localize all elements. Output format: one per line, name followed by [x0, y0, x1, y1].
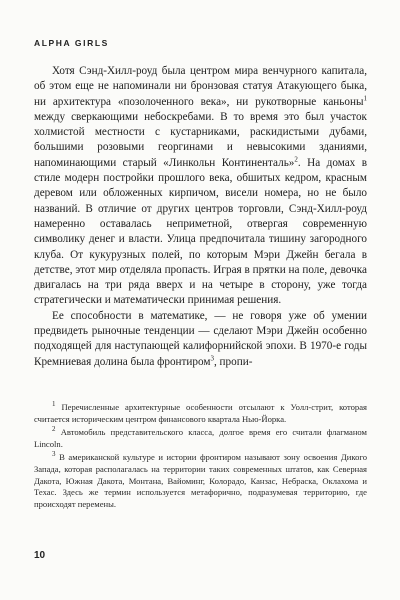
- footnote-mark: 2: [52, 425, 56, 434]
- page-number: 10: [34, 550, 46, 561]
- main-text: [34, 64, 367, 370]
- footnote-ref: 3: [210, 353, 214, 362]
- paragraph: Ее способности в математике, — не говоря уже об умении предвидеть рыночные тенденции — сделают Мэри Джейн особенно подходящей для наступающей калифорнийской эпохи. В 1970-е годы Кремниевая долина была фронтиром$^3$, пропи-: [34, 309, 367, 368]
- footnote: $^2$ Автомобиль представительского класса, долгое время его считали флагманом Lincoln.: [34, 425, 367, 449]
- footnote-mark: 3: [52, 450, 56, 459]
- footnote-ref: 1: [363, 93, 367, 102]
- footnote-ref: 2: [294, 155, 298, 164]
- footnotes: [34, 402, 367, 512]
- running-head: ALPHA GIRLS: [34, 38, 109, 48]
- footnote: $^3$ В американской культуре и истории фронтиром называют зону освоения Дикого Запада, которая располагалась на территории таких современных штатов, как Северная Дакота, Южная Дакота, Монтана, Вайоминг, Колорадо, Канзас, Небраска, Оклахома и Техас. Здесь же термин используется метафорично, подразумевая территорию, где происходят перемены.: [34, 450, 367, 509]
- footnote: $^1$ Перечисленные архитектурные особенности отсылают к Уолл-стрит, которая считается историческим центром финансового квартала Нью-Йорка.: [34, 400, 367, 424]
- paragraph: Хотя Сэнд-Хилл-роуд была центром мира венчурного капитала, об этом еще не напоминали ни бронзовая статуя Атакующего быка, ни архитектура «позолоченного века», ни рукотворные каньоны$^1$ между сверкающими небоскребами. В то время это был участок холмистой местности с кустарниками, раскидистыми дубами, большими розовыми георгинами и невысокими зданиями, напоминающими старый «Линкольн Континенталь»$^2$. На домах в стиле модерн постройки прошлого века, обшитых кедром, красным деревом или обложенных кирпичом, висели номера, но не было названий. В отличие от других центров торговли, Сэнд-Хилл-роуд намеренно оставалась неприметной, отвергая современную символику денег и власти. Улица предпочитала тишину загородного клуба. От кукурузных полей, по которым Мэри Джейн бегала в детстве, этот мир отделяла пропасть. Играя в прятки на поле, девочка двигалась на три ряда вверх и на четыре в сторону, уже тогда стратегически и математически принимая решения.: [34, 65, 367, 307]
- footnote-mark: 1: [52, 400, 56, 409]
